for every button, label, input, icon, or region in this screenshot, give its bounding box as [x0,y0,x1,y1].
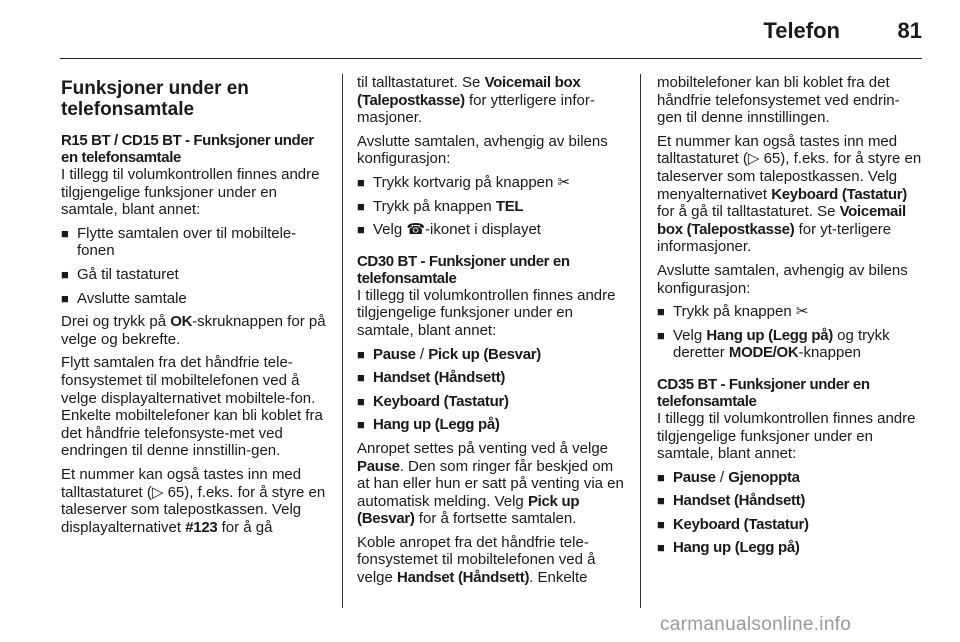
intro-paragraph: I tillegg til volumkontrollen finnes andre tilgjengelige funksjoner under en samtale, blant annet: [357,286,616,339]
list-item: ■ Velg ☎-ikonet i displayet [357,221,625,239]
page-ref-icon: ▷ [151,483,164,501]
paragraph-end-call: Avslutte samtalen, avhengig av bilens konfigurasjon: [357,132,608,168]
list-item: ■ Pause / Gjenoppta [657,469,923,487]
intro-paragraph: I tillegg til volumkontrollen finnes andre tilgjengelige funksjoner under en samtale, blant annet: [657,409,916,463]
column-2 [357,74,625,593]
end-call-list [657,303,923,362]
paragraph-handset: Koble anropet fra det håndfrie tele-fonsystemet til mobiltelefonen ved å velge Handset (Håndsett). Enkelte [357,533,596,587]
column-divider-1 [342,74,343,608]
menu-options-list [357,346,625,434]
page-ref-icon: ▷ [747,150,760,168]
paragraph-pause: Anropet settes på venting ved å velge Pause. Den som ringer får beskjed om at han eller hun er satt på venting via en automatisk melding. Velg Pick up (Besvar) for å fortsette samtalen. [357,439,624,528]
hangup-button-icon: ✂ [557,173,571,191]
section-heading: Funksjoner under en telefonsamtale [61,78,249,120]
subsection-heading-r15: R15 BT / CD15 BT - Funksjoner under en telefonsamtale [61,132,314,166]
list-item: ■ Hang up (Legg på) [357,416,625,434]
page-title: Telefon [763,18,840,43]
list-item: ■ Velg Hang up (Legg på) og trykk deretter MODE/OK-knappen [657,327,923,362]
list-item: ■ Hang up (Legg på) [657,539,923,557]
list-item: ■ Flytte samtalen over til mobiltele-fonen [61,225,327,260]
list-item: ■ Keyboard (Tastatur) [657,516,923,534]
watermark: carmanualsonline.info [660,614,852,635]
subsection-heading-cd30: CD30 BT - Funksjoner under en telefonsamtale [357,252,570,287]
paragraph-continued: mobiltelefoner kan bli koblet fra det håndfrie telefonsystemet ved endrin-gen til denne innstillingen. [657,74,900,127]
page-number: 81 [897,18,922,43]
column-1 [61,74,327,542]
intro-paragraph: I tillegg til volumkontrollen finnes andre tilgjengelige funksjoner under en samtale, blant annet: [61,166,320,219]
paragraph-continued: til talltastaturet. Se Voicemail box (Talepostkasse) for ytterligere infor-masjoner. [357,74,595,127]
paragraph-ok-knob: Drei og trykk på OK-skruknappen for på velge og bekrefte. [61,313,326,348]
paragraph-keypad: Et nummer kan også tastes inn med talltastaturet (▷ 65), f.eks. for å styre en taleserver som talepostkassen. Velg menyalternativet Keyboard (Tastatur) for å gå til talltastaturet. Se Voicemail box (Talepostkasse) for yt-terligere informasjoner. [657,132,922,256]
list-item: ■ Avslutte samtale [61,290,327,308]
menu-options-list [657,469,923,557]
end-call-list [357,174,625,239]
list-item: ■ Handset (Håndsett) [357,369,625,387]
subsection-heading-cd35: CD35 BT - Funksjoner under en telefonsamtale [657,375,870,410]
paragraph-end-call: Avslutte samtalen, avhengig av bilens konfigurasjon: [657,261,908,297]
list-item: ■ Pause / Pick up (Besvar) [357,346,625,364]
paragraph-transfer: Flytt samtalen fra det håndfrie tele-fonsystemet til mobiltelefonen ved å velge displayalternativet mobiltele-fon. Enkelte mobiltelefoner kan bli koblet fra det håndfrie telefonsyste-met ved endringen til denne innstillin-gen. [61,354,323,460]
list-item: ■ Handset (Håndsett) [657,492,923,510]
page-header [60,0,922,59]
column-divider-2 [640,74,641,608]
paragraph-keypad: Et nummer kan også tastes inn med talltastaturet (▷ 65), f.eks. for å styre en taleserver som talepostkassen. Velg displayalternativet #123 for å gå [61,465,326,536]
list-item: ■ Trykk på knappen TEL [357,198,625,216]
list-item: ■ Trykk på knappen ✂ [657,303,923,321]
phone-icon: ☎ [406,221,426,239]
hangup-button-icon: ✂ [795,303,809,321]
list-item: ■ Keyboard (Tastatur) [357,393,625,411]
column-3 [657,74,923,563]
function-list [61,225,327,307]
list-item: ■ Trykk kortvarig på knappen ✂ [357,174,625,192]
list-item: ■ Gå til tastaturet [61,266,327,284]
